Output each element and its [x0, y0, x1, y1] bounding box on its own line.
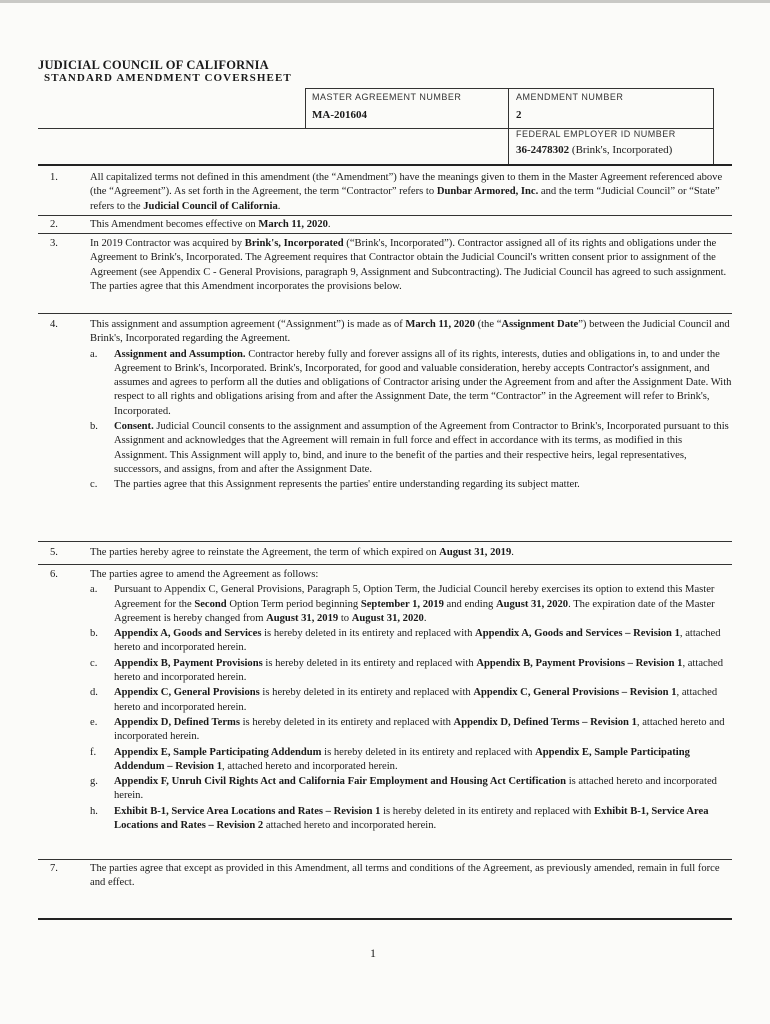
subsection-label: d.: [90, 687, 98, 699]
section-intro: The parties agree to amend the Agreement as follows:: [90, 569, 319, 580]
text: is hereby deleted in its entirety and replaced with: [380, 805, 594, 817]
text: .: [511, 547, 514, 558]
header-rule: [38, 128, 508, 129]
scan-edge: [0, 0, 770, 3]
amendment-label: AMENDMENT NUMBER: [516, 92, 624, 102]
rule-4: [38, 541, 732, 542]
section-text: [90, 568, 732, 833]
fein-number: 36-2478302: [516, 144, 570, 156]
text: ”) between the Judicial Council and Brink's, Incorporated regarding the Agreement.: [90, 319, 730, 345]
bold-text: Assignment and Assumption.: [114, 348, 246, 360]
text: , attached hereto and incorporated herein.: [114, 628, 721, 654]
bold-text: March 11, 2020: [405, 319, 475, 330]
subsection-a: [90, 348, 732, 419]
bold-text: Brink's, Incorporated: [244, 238, 344, 249]
section-intro: [90, 318, 732, 347]
subsection-label: e.: [90, 716, 98, 728]
section-text: [90, 171, 732, 214]
bold-text: September 1, 2019: [360, 598, 444, 610]
bold-text: Exhibit B-1, Service Area Locations and Rates – Revision 1: [114, 805, 381, 817]
text: Pursuant to Appendix C, General Provisions, Paragraph 5, Option Term, the Judicial Council hereby exercises its option to extend this Master Agreement for the: [114, 584, 715, 610]
rule-5: [38, 564, 732, 565]
subsection-c: [90, 657, 732, 686]
master-agreement-label: MASTER AGREEMENT NUMBER: [312, 92, 462, 102]
subsection-h: [90, 805, 732, 834]
text: attached hereto and incorporated herein.: [263, 820, 437, 832]
section-text: [90, 218, 732, 232]
bold-text: August 31, 2019: [439, 547, 512, 558]
section-number: 2.: [50, 219, 58, 230]
text: .: [327, 219, 331, 230]
bold-text: Appendix A, Goods and Services: [114, 628, 262, 640]
text: The parties agree that this Assignment represents the parties' entire understanding regarding its subject matter.: [114, 479, 580, 491]
text: Contractor hereby fully and forever assigns all of its rights, interests, duties and obligations in, to and under the Agreement to Brink's, Incorporated. Brink's, Incorporated, for good and valuable consideration, hereby accepts Contractor's assignment, and assumes and agrees to perform all the duties and obligations of Contractor arising under the Agreement from and after the Assignment Date. With respect to all rights and obligations arising from and after the Assignment Date, the term “Contractor” in the Agreement will refer to Brink's, Incorporated.: [114, 348, 732, 417]
rule-2: [38, 233, 732, 234]
text: , attached hereto and incorporated herein.: [222, 760, 398, 772]
text: Option Term period beginning: [226, 598, 361, 610]
text: is hereby deleted in its entirety and replaced with: [239, 716, 454, 728]
subsection-label: c.: [90, 479, 98, 491]
bold-text: Second: [194, 598, 227, 610]
form-title: STANDARD AMENDMENT COVERSHEET: [44, 72, 292, 84]
text: to: [338, 612, 352, 624]
bold-text: Appendix F, Unruh Civil Rights Act and California Fair Employment and Housing Act Certification: [114, 776, 567, 788]
bold-text: Appendix D, Defined Terms – Revision 1: [453, 716, 637, 728]
text: All capitalized terms not defined in this amendment (the “Amendment”) have the meanings given to them in the Master Agreement referenced above (the “Agreement”). As set forth in the Agreement, the term “Contractor” refers to: [90, 172, 723, 198]
master-agreement-value: MA-201604: [312, 109, 367, 121]
rule-6: [38, 859, 732, 860]
text: The parties hereby agree to reinstate the Agreement, the term of which expired on: [90, 547, 440, 558]
rule-1: [38, 215, 732, 216]
subsection-g: [90, 775, 732, 804]
page-number: 1: [370, 946, 376, 960]
bold-text: August 31, 2020: [351, 612, 424, 624]
subsection-label: b.: [90, 628, 98, 640]
text: and the term “Judicial Council” or “State” refers to the: [90, 186, 720, 212]
fein-label: FEDERAL EMPLOYER ID NUMBER: [516, 129, 676, 139]
bold-text: August 31, 2019: [266, 612, 339, 624]
organization-title: JUDICIAL COUNCIL OF CALIFORNIA: [38, 58, 269, 72]
bold-text: Appendix C, General Provisions – Revision 1: [473, 687, 677, 699]
subsection-e: [90, 716, 732, 745]
bold-text: Dunbar Armored, Inc.: [436, 186, 539, 198]
text: and ending: [443, 598, 496, 610]
fein-note: (Brink's, Incorporated): [569, 144, 673, 156]
bold-text: Exhibit B-1, Service Area Locations and Rates – Revision 2: [114, 805, 709, 832]
bold-text: Appendix E, Sample Participating Addendum – Revision 1: [114, 746, 690, 772]
subsection-label: g.: [90, 776, 98, 788]
text: is hereby deleted in its entirety and replaced with: [262, 657, 477, 669]
subsection-a: [90, 583, 732, 626]
bold-text: August 31, 2020: [495, 598, 569, 610]
section-text: [90, 237, 732, 294]
subsection-label: a.: [90, 348, 98, 360]
text: is hereby deleted in its entirety and replaced with: [259, 687, 474, 699]
bold-text: Appendix A, Goods and Services – Revision 1: [475, 628, 680, 640]
text: .: [277, 200, 281, 212]
bold-text: Consent.: [114, 421, 154, 433]
subsection-f: [90, 746, 732, 775]
subsection-label: b.: [90, 421, 98, 433]
section-text: [90, 546, 732, 560]
subsection-label: a.: [90, 584, 98, 596]
subsection-label: h.: [90, 805, 98, 817]
subsection-b: [90, 627, 732, 656]
subsection-c: [90, 478, 732, 492]
bold-text: Appendix B, Payment Provisions – Revision 1: [476, 657, 683, 669]
bold-text: March 11, 2020: [258, 219, 328, 230]
section-divider-top: [38, 164, 732, 166]
text: This Amendment becomes effective on: [90, 219, 259, 230]
section-divider-bottom: [38, 918, 732, 920]
subsection-label: f.: [90, 746, 97, 758]
fein-value: [516, 144, 672, 156]
section-text: [90, 318, 732, 493]
section-number: 1.: [50, 172, 58, 183]
text: is attached hereto and incorporated herein.: [114, 776, 717, 802]
text: , attached hereto and incorporated herein.: [114, 657, 724, 684]
section-number: 7.: [50, 863, 58, 874]
section-number: 3.: [50, 238, 58, 249]
bold-text: Appendix B, Payment Provisions: [114, 657, 263, 669]
rule-3: [38, 313, 732, 314]
text: . The expiration date of the Master Agreement is hereby changed from: [114, 598, 715, 624]
text: This assignment and assumption agreement (“Assignment”) is made as of: [90, 319, 406, 330]
text: (the “: [474, 319, 502, 330]
text: .: [423, 612, 427, 624]
section-number: 4.: [50, 319, 58, 330]
text: , attached hereto and incorporated herein.: [114, 716, 725, 743]
text: is hereby deleted in its entirety and replaced with: [321, 746, 536, 758]
text: In 2019 Contractor was acquired by: [90, 238, 245, 249]
section-text: The parties agree that except as provided in this Amendment, all terms and conditions of the Agreement, as previously amended, remain in full force and effect.: [90, 863, 720, 889]
subsection-d: [90, 686, 732, 715]
subsection-b: [90, 420, 732, 477]
bold-text: Appendix D, Defined Terms: [114, 716, 240, 728]
subsection-label: c.: [90, 657, 98, 669]
text: Judicial Council consents to the assignment and assumption of the Agreement from Contractor to Brink's, Incorporated pursuant to this Assignment and acknowledges that the Agreement will remain in full force and effect in accordance with its terms, as modified in this Assignment. This Assignment will apply to, bind, and inure to the benefit of the parties and their respective heirs, legal representatives, successors, and assigns, from and after the Assignment Date.: [114, 421, 729, 475]
text: , attached hereto and incorporated herein.: [114, 687, 718, 713]
section-number: 6.: [50, 569, 58, 580]
amendment-value: 2: [516, 109, 522, 121]
bold-text: Appendix C, General Provisions: [114, 687, 260, 699]
bold-text: Assignment Date: [501, 319, 579, 330]
bold-text: Judicial Council of California: [143, 200, 278, 212]
text: (“Brink's, Incorporated”). Contractor assigned all of its rights and obligations under the Agreement to Brink's, Incorporated. The Agreement requires that Contractor obtain the Judicial Council's written consent prior to assignment of the Agreement (see Appendix C - General Provisions, paragraph 9, Assignment and Subcontracting). The Judicial Council has agreed to such assignment. The parties agree that this Amendment incorporates the provisions below.: [90, 238, 727, 292]
bold-text: Appendix E, Sample Participating Addendum: [114, 746, 322, 758]
text: is hereby deleted in its entirety and replaced with: [261, 628, 476, 640]
section-number: 5.: [50, 547, 58, 558]
